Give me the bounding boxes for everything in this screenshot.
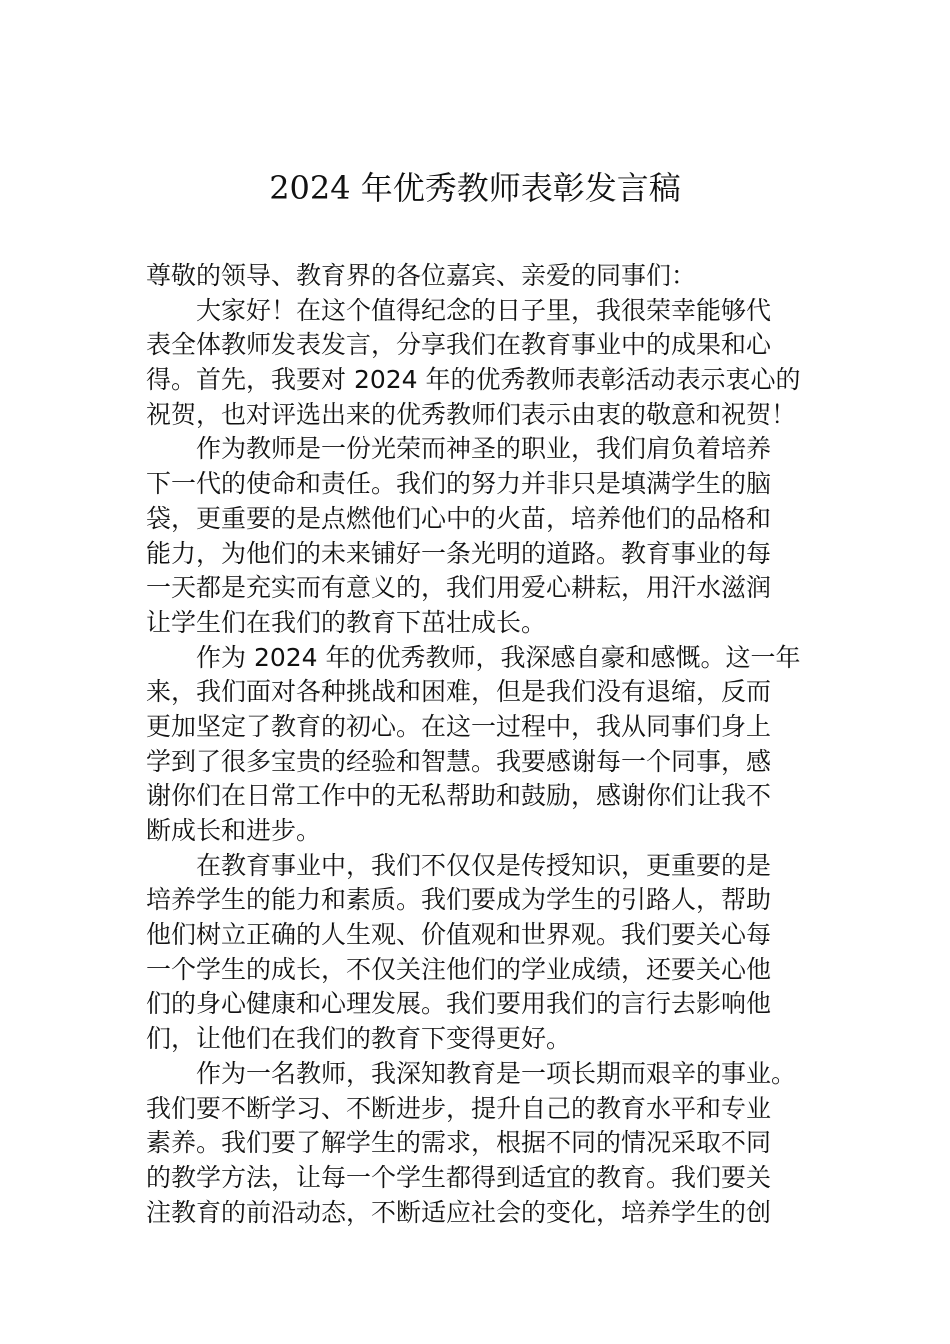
body-line: 作为 2024 年的优秀教师，我深感自豪和感慨。这一年 xyxy=(196,642,801,672)
body-line: 断成长和进步。 xyxy=(146,816,322,845)
body-line: 大家好！在这个值得纪念的日子里，我很荣幸能够代 xyxy=(196,295,772,325)
body-line: 的教学方法，让每一个学生都得到适宜的教育。我们要关 xyxy=(146,1162,772,1192)
body-line: 来，我们面对各种挑战和困难，但是我们没有退缩，反而 xyxy=(146,677,772,707)
body-line: 祝贺，也对评选出来的优秀教师们表示由衷的敬意和祝贺！ xyxy=(146,399,797,429)
body-line: 谢你们在日常工作中的无私帮助和鼓励，感谢你们让我不 xyxy=(146,781,772,811)
body-line: 袋，更重要的是点燃他们心中的火苗，培养他们的品格和 xyxy=(146,503,772,533)
body-line: 表全体教师发表发言，分享我们在教育事业中的成果和心 xyxy=(146,330,772,360)
body-line: 下一代的使命和责任。我们的努力并非只是填满学生的脑 xyxy=(146,469,772,499)
body-line: 们的身心健康和心理发展。我们要用我们的言行去影响他 xyxy=(146,989,772,1019)
body-line: 更加坚定了教育的初心。在这一过程中，我从同事们身上 xyxy=(146,711,772,741)
body-line: 让学生们在我们的教育下茁壮成长。 xyxy=(146,607,547,637)
body-line: 能力，为他们的未来铺好一条光明的道路。教育事业的每 xyxy=(146,538,772,568)
body-line: 作为一名教师，我深知教育是一项长期而艰辛的事业。 xyxy=(196,1058,797,1088)
body-line: 得。首先，我要对 2024 年的优秀教师表彰活动表示衷心的 xyxy=(146,365,801,395)
body-line: 我们要不断学习、不断进步，提升自己的教育水平和专业 xyxy=(146,1093,772,1123)
body-line: 注教育的前沿动态，不断适应社会的变化，培养学生的创 xyxy=(146,1197,772,1227)
body-line: 们，让他们在我们的教育下变得更好。 xyxy=(146,1024,572,1054)
body-line: 他们树立正确的人生观、价值观和世界观。我们要关心每 xyxy=(146,920,772,950)
body-line: 尊敬的领导、教育界的各位嘉宾、亲爱的同事们： xyxy=(146,261,697,290)
body-line: 一个学生的成长，不仅关注他们的学业成绩，还要关心他 xyxy=(146,954,772,984)
body-line: 素养。我们要了解学生的需求，根据不同的情况采取不同 xyxy=(146,1128,772,1158)
document-title: 2024 年优秀教师表彰发言稿 xyxy=(269,169,681,207)
body-line: 培养学生的能力和素质。我们要成为学生的引路人，帮助 xyxy=(146,885,772,915)
body-line: 作为教师是一份光荣而神圣的职业，我们肩负着培养 xyxy=(196,434,772,464)
document-body xyxy=(146,259,816,1230)
body-line: 学到了很多宝贵的经验和智慧。我要感谢每一个同事，感 xyxy=(146,746,772,776)
body-line: 在教育事业中，我们不仅仅是传授知识，更重要的是 xyxy=(196,850,772,880)
body-line: 一天都是充实而有意义的，我们用爱心耕耘，用汗水滋润 xyxy=(146,573,772,603)
